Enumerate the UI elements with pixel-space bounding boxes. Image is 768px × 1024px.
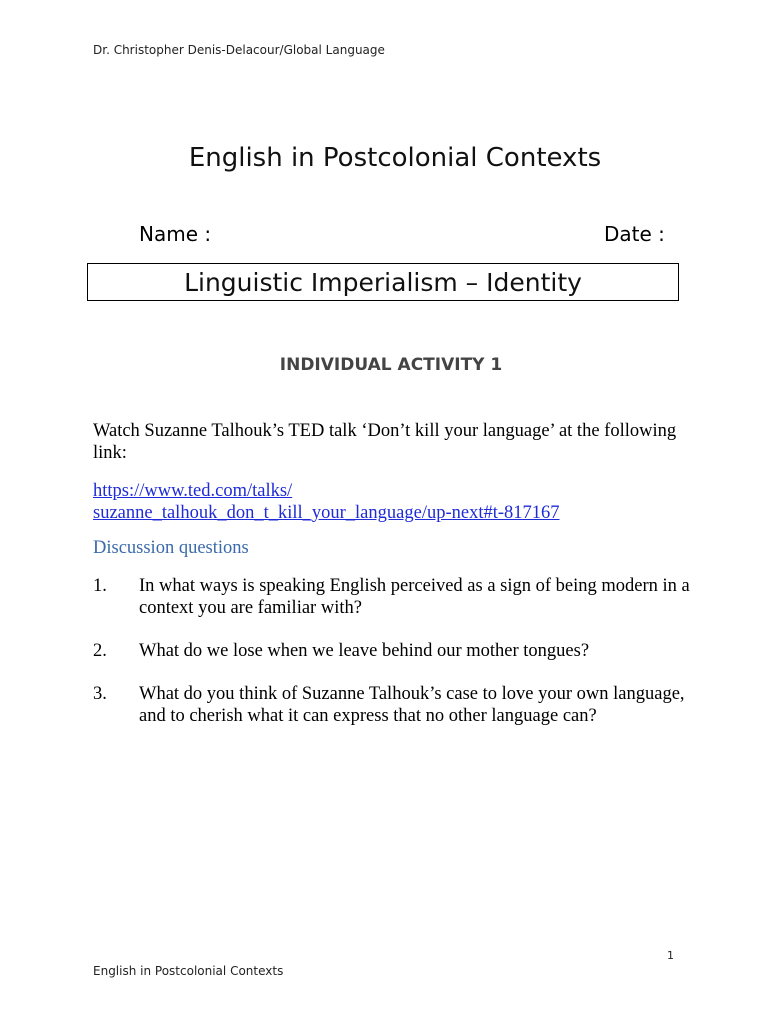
page-number: 1	[667, 949, 674, 962]
question-number: 1.	[93, 576, 107, 596]
page-footer: English in Postcolonial Contexts	[93, 964, 284, 978]
question-item-3	[93, 683, 693, 727]
question-text: What do we lose when we leave behind our mother tongues?	[139, 641, 590, 661]
activity-heading: INDIVIDUAL ACTIVITY 1	[279, 355, 503, 375]
date-label: Date :	[604, 222, 665, 246]
ted-talk-link[interactable]	[93, 480, 713, 524]
question-item-2	[93, 640, 693, 662]
question-text: In what ways is speaking English perceived as a sign of being modern in a context you are familiar with?	[139, 576, 690, 618]
question-list	[93, 575, 693, 748]
question-number: 2.	[93, 641, 107, 661]
ted-talk-link-line2[interactable]: suzanne_talhouk_don_t_kill_your_language/up-next#t-817167	[93, 503, 560, 523]
ted-talk-link-line1[interactable]: https://www.ted.com/talks/	[93, 481, 293, 501]
question-text: What do you think of Suzanne Talhouk’s case to love your own language, and to cherish what it can express that no other language can?	[139, 684, 685, 726]
question-item-1	[93, 575, 693, 619]
document-title: English in Postcolonial Contexts	[188, 143, 602, 173]
page-header: Dr. Christopher Denis-Delacour/Global Language	[93, 43, 385, 57]
intro-paragraph: Watch Suzanne Talhouk’s TED talk ‘Don’t kill your language’ at the following link:	[93, 421, 677, 463]
topic-box: Linguistic Imperialism – Identity	[87, 263, 679, 301]
discussion-heading: Discussion questions	[93, 538, 249, 558]
name-label: Name :	[139, 222, 212, 246]
question-number: 3.	[93, 684, 107, 704]
